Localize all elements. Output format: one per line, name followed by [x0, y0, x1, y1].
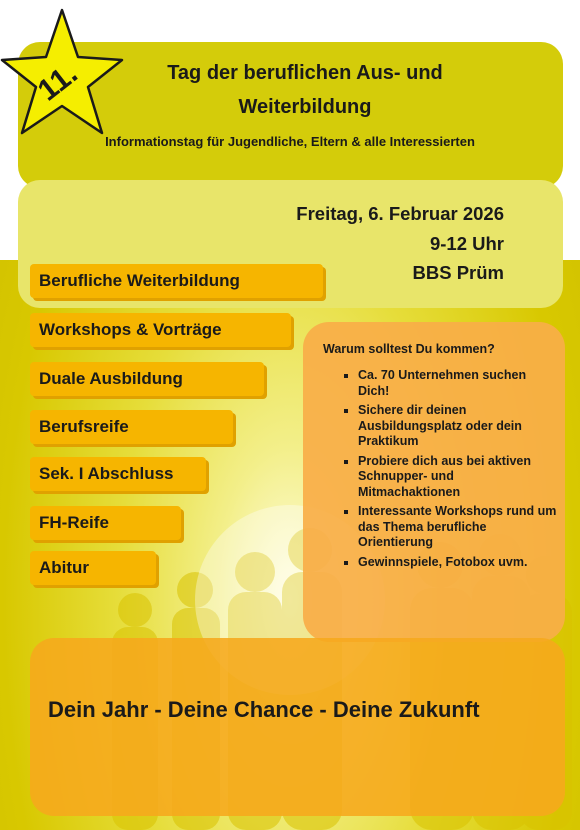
program-item: Workshops & Vorträge: [30, 313, 291, 347]
page-title: [90, 56, 520, 124]
slogan-panel: [30, 638, 565, 816]
program-item: Abitur: [30, 551, 156, 585]
program-item: Berufsreife: [30, 410, 233, 444]
title-line-1: Tag der beruflichen Aus- und: [167, 62, 443, 84]
program-item: Duale Ausbildung: [30, 362, 264, 396]
title-line-2: Weiterbildung: [238, 96, 372, 118]
list-item: ▪ Probiere dich aus bei aktiven Schnupper- und Mitmachaktionen: [358, 454, 558, 501]
reasons-list: [340, 368, 558, 574]
list-item: ▪ Interessante Workshops rund um das Thema berufliche Orientierung: [358, 504, 558, 551]
list-item: ▪ Gewinnspiele, Fotobox uvm.: [358, 555, 558, 571]
edition-number: 11.: [31, 56, 84, 108]
list-item: ▪ Sichere dir deinen Ausbildungsplatz oder dein Praktikum: [358, 403, 558, 450]
program-item: FH-Reife: [30, 506, 181, 540]
reasons-heading: Warum solltest Du kommen?: [323, 342, 495, 356]
program-item: Berufliche Weiterbildung: [30, 264, 323, 298]
program-item: Sek. I Abschluss: [30, 457, 206, 491]
slogan: Dein Jahr - Deine Chance - Deine Zukunft: [48, 697, 480, 722]
event-time: 9-12 Uhr: [429, 233, 504, 254]
event-date: Freitag, 6. Februar 2026: [296, 203, 504, 224]
event-location: BBS Prüm: [412, 262, 504, 283]
subtitle: Informationstag für Jugendliche, Eltern & alle Interessierten: [105, 134, 475, 149]
list-item: ▪ Ca. 70 Unternehmen suchen Dich!: [358, 368, 558, 399]
